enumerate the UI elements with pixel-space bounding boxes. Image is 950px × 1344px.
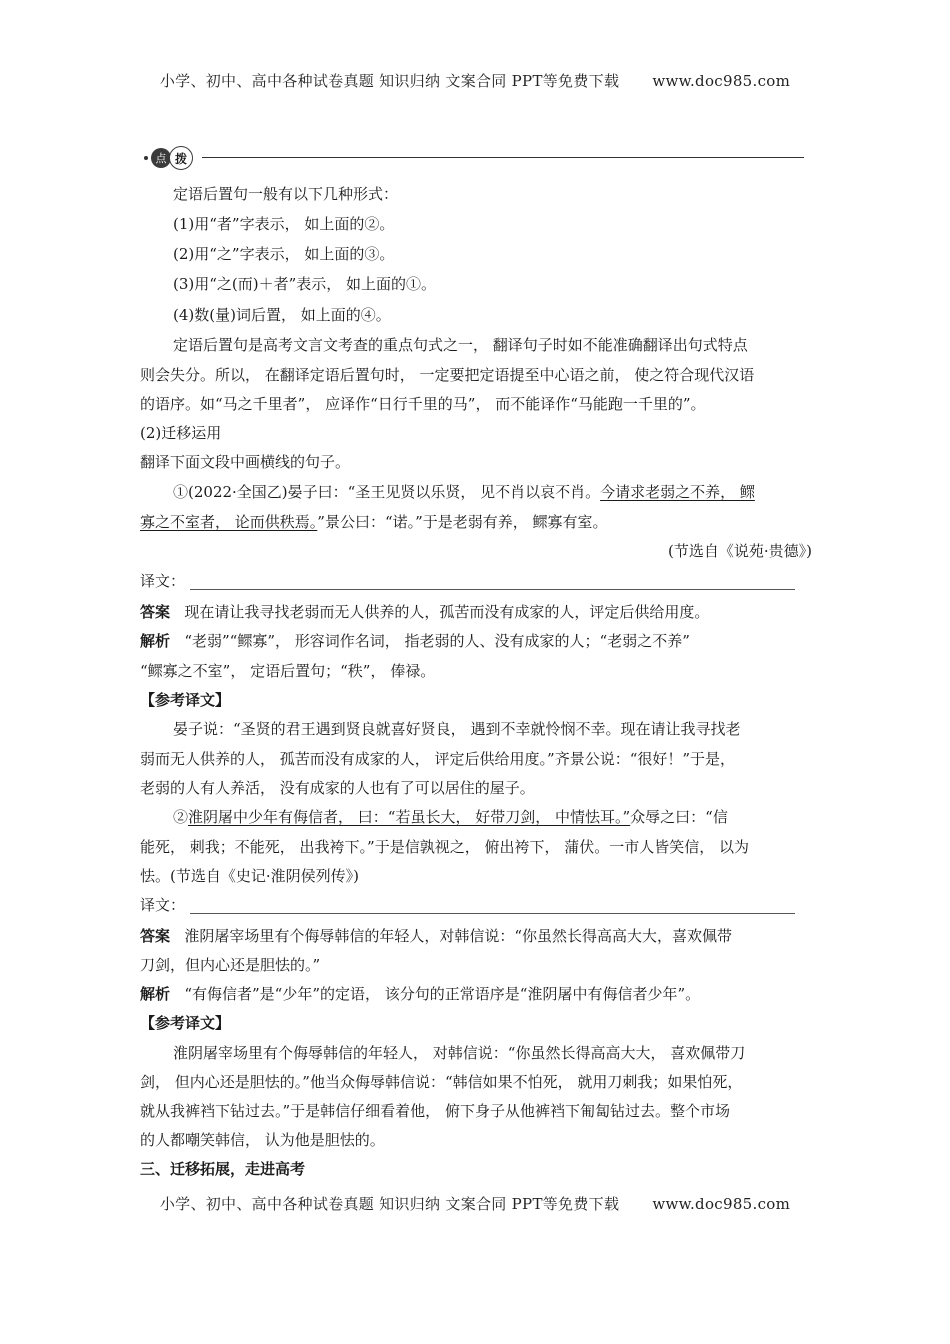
tips-form-1: (1)用“者”字表示， 如上面的②。	[173, 215, 395, 233]
footer-site: www.doc985.com	[652, 1195, 791, 1213]
section2-title: (2)迁移运用	[140, 424, 222, 442]
dot-marker	[144, 156, 148, 160]
page-header	[0, 70, 950, 91]
q2-answer-line-2: 刀剑，但内心还是胆怯的。”	[140, 956, 321, 974]
q2-analysis-label: 解析	[140, 985, 171, 1003]
section2-instruction: 翻译下面文段中画横线的句子。	[140, 453, 351, 471]
tips-para-line-3: 的语序。如“马之千里者”， 应译作“日行千里的马”， 而不能译作“马能跑一千里的”。	[140, 395, 706, 413]
q2-ref-label: 【参考译文】	[140, 1014, 231, 1032]
tips-form-4: (4)数(量)词后置， 如上面的④。	[173, 306, 391, 324]
q1-answer	[140, 602, 709, 622]
dianbo-badge	[144, 147, 193, 169]
tips-para-line-1: 定语后置句是高考文言文考查的重点句式之一， 翻译句子时如不能准确翻译出句式特点	[173, 336, 748, 354]
header-site: www.doc985.com	[652, 72, 791, 90]
section3-title: 三、迁移拓展，走进高考	[140, 1160, 306, 1178]
q2-underlined: 淮阴屠中少年有侮信者， 曰：“若虽长大， 好带刀剑， 中情怯耳。”	[188, 808, 631, 826]
q1-underlined-2: 寡之不室者， 论而供秩焉。	[140, 513, 318, 531]
q2-answer-text-1: 淮阴屠宰场里有个侮辱韩信的年轻人，对韩信说：“你虽然长得高高大大，喜欢佩带	[184, 927, 733, 945]
q1-ref-line-3: 老弱的人有人养活， 没有成家的人也有了可以居住的屋子。	[140, 779, 535, 797]
q2-ref-line-3: 就从我裤裆下钻过去。”于是韩信仔细看着他， 俯下身子从他裤裆下匍匐钻过去。整个市场	[140, 1102, 730, 1120]
q2-line-2: 能死， 刺我；不能死， 出我袴下。”于是信孰视之， 俯出袴下， 蒲伏。一市人皆笑信， 以为	[140, 838, 750, 856]
q2-answer-blank[interactable]	[190, 913, 795, 914]
q1-source: (节选自《说苑·贵德》)	[668, 542, 812, 560]
q1-line-2	[140, 512, 608, 532]
tips-intro: 定语后置句一般有以下几种形式：	[173, 185, 399, 203]
q2-analysis-text: “有侮信者”是“少年”的定语， 该分句的正常语序是“淮阴屠中有侮信者少年”。	[184, 985, 701, 1003]
q2-line-3: 怯。(节选自《史记·淮阴侯列传》)	[140, 867, 359, 885]
q1-text-post: ”景公曰：“诺。”于是老弱有养， 鳏寡有室。	[317, 513, 608, 531]
q2-ref-line-1: 淮阴屠宰场里有个侮辱韩信的年轻人， 对韩信说：“你虽然长得高高大大， 喜欢佩带刀	[173, 1044, 746, 1062]
footer-tagline: 小学、初中、高中各种试卷真题 知识归纳 文案合同 PPT等免费下载	[159, 1195, 620, 1213]
q2-answer-line-1	[140, 926, 732, 946]
tips-form-2: (2)用“之”字表示， 如上面的③。	[173, 245, 395, 263]
q2-ref-line-4: 的人都嘲笑韩信， 认为他是胆怯的。	[140, 1131, 385, 1149]
q1-analysis-line-1	[140, 631, 690, 651]
q1-answer-text: 现在请让我寻找老弱而无人供养的人，孤苦而没有成家的人，评定后供给用度。	[184, 603, 710, 621]
q2-yiwen-label: 译文：	[140, 896, 186, 914]
q1-analysis-line-2: “鳏寡之不室”， 定语后置句；“秩”， 俸禄。	[140, 662, 436, 680]
q1-ref-line-1: 晏子说：“圣贤的君王遇到贤良就喜好贤良， 遇到不幸就怜悯不幸。现在请让我寻找老	[173, 720, 741, 738]
q1-analysis-label: 解析	[140, 632, 171, 650]
tips-para-line-2: 则会失分。所以， 在翻译定语后置句时， 一定要把定语提至中心语之前， 使之符合现代汉语	[140, 366, 755, 384]
q2-ref-line-2: 剑， 但内心还是胆怯的。”他当众侮辱韩信说：“韩信如果不怕死， 就用刀刺我；如果怕死，	[140, 1073, 743, 1091]
q1-answer-blank[interactable]	[190, 589, 795, 590]
q1-analysis-text-1: “老弱”“鳏寡”， 形容词作名词， 指老弱的人、没有成家的人；“老弱之不养”	[184, 632, 690, 650]
q2-answer-label: 答案	[140, 927, 171, 945]
q1-yiwen-label: 译文：	[140, 572, 186, 590]
q2-analysis	[140, 984, 700, 1004]
q2-line-1	[173, 807, 728, 827]
page-footer	[0, 1193, 950, 1214]
q2-text-pre: ②	[173, 808, 189, 826]
q1-ref-label: 【参考译文】	[140, 691, 231, 709]
q1-ref-line-2: 弱而无人供养的人， 孤苦而没有成家的人， 评定后供给用度。”齐景公说：“很好！”于是，	[140, 750, 736, 768]
tips-form-3: (3)用“之(而)＋者”表示， 如上面的①。	[173, 275, 437, 293]
q1-line-1	[173, 482, 755, 502]
q1-answer-label: 答案	[140, 603, 171, 621]
dianbo-divider	[202, 157, 804, 158]
q2-text-post: 众辱之曰：“信	[630, 808, 728, 826]
q1-underlined-1: 今请求老弱之不养， 鳏	[600, 483, 755, 501]
header-tagline: 小学、初中、高中各种试卷真题 知识归纳 文案合同 PPT等免费下载	[159, 72, 620, 90]
dianbo-char-1: 点	[151, 148, 171, 168]
dianbo-char-2: 拨	[169, 146, 193, 170]
q1-text-pre: ①(2022·全国乙)晏子曰：“圣王见贤以乐贤， 见不肖以哀不肖。	[173, 483, 601, 501]
